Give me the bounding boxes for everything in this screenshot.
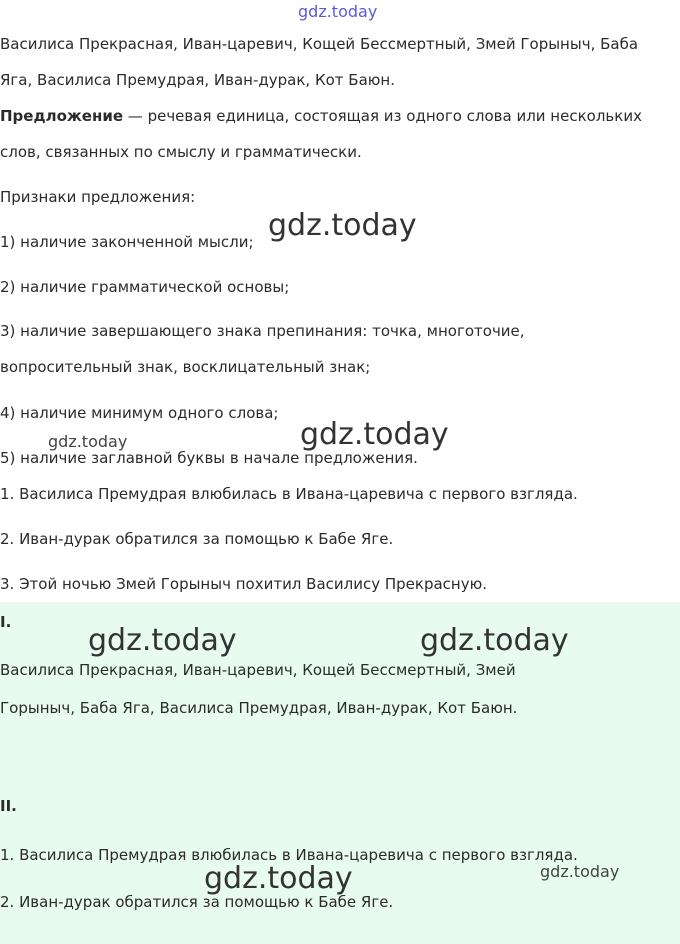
watermark: gdz.today <box>300 417 449 452</box>
sign-3-line-2: вопросительный знак, восклицательный знак; <box>0 358 371 376</box>
answer-part-2-example-2: 2. Иван-дурак обратился за помощью к Бабе Яге. <box>0 893 394 911</box>
names-line-1: Василиса Прекрасная, Иван-царевич, Кощей Бессмертный, Змей Горыныч, Баба <box>0 35 639 53</box>
watermark: gdz.today <box>540 862 620 881</box>
watermark: gdz.today <box>88 623 237 658</box>
definition-line-1 <box>0 106 642 126</box>
watermark: gdz.today <box>48 432 128 451</box>
definition-text: — речевая единица, состоящая из одного слова или нескольких <box>123 107 642 125</box>
watermark-top: gdz.today <box>298 2 378 21</box>
sign-3-line-1: 3) наличие завершающего знака препинания: точка, многоточие, <box>0 322 525 340</box>
signs-title: Признаки предложения: <box>0 188 196 206</box>
definition-line-2: слов, связанных по смыслу и грамматически. <box>0 143 362 161</box>
sign-2: 2) наличие грамматической основы; <box>0 278 290 296</box>
watermark: gdz.today <box>420 623 569 658</box>
sign-5: 5) наличие заглавной буквы в начале предложения. <box>0 449 418 467</box>
watermark: gdz.today <box>268 208 417 243</box>
watermark: gdz.today <box>204 861 353 896</box>
names-line-2: Яга, Василиса Премудрая, Иван-дурак, Кот Баюн. <box>0 71 395 89</box>
sign-4: 4) наличие минимум одного слова; <box>0 404 279 422</box>
example-1: 1. Василиса Премудрая влюбилась в Ивана-царевича с первого взгляда. <box>0 485 578 503</box>
sign-1: 1) наличие законченной мысли; <box>0 233 254 251</box>
answer-part-2-heading: II. <box>0 797 17 815</box>
answer-part-2-example-1: 1. Василиса Премудрая влюбилась в Ивана-царевича с первого взгляда. <box>0 846 578 864</box>
example-3: 3. Этой ночью Змей Горыныч похитил Василису Прекрасную. <box>0 575 488 593</box>
answer-part-1-line-1: Василиса Прекрасная, Иван-царевич, Кощей Бессмертный, Змей <box>0 661 516 679</box>
example-2: 2. Иван-дурак обратился за помощью к Бабе Яге. <box>0 530 394 548</box>
definition-term: Предложение <box>0 107 124 125</box>
answer-part-1-heading: I. <box>0 613 12 631</box>
answer-part-1-line-2: Горыныч, Баба Яга, Василиса Премудрая, Иван-дурак, Кот Баюн. <box>0 699 518 717</box>
